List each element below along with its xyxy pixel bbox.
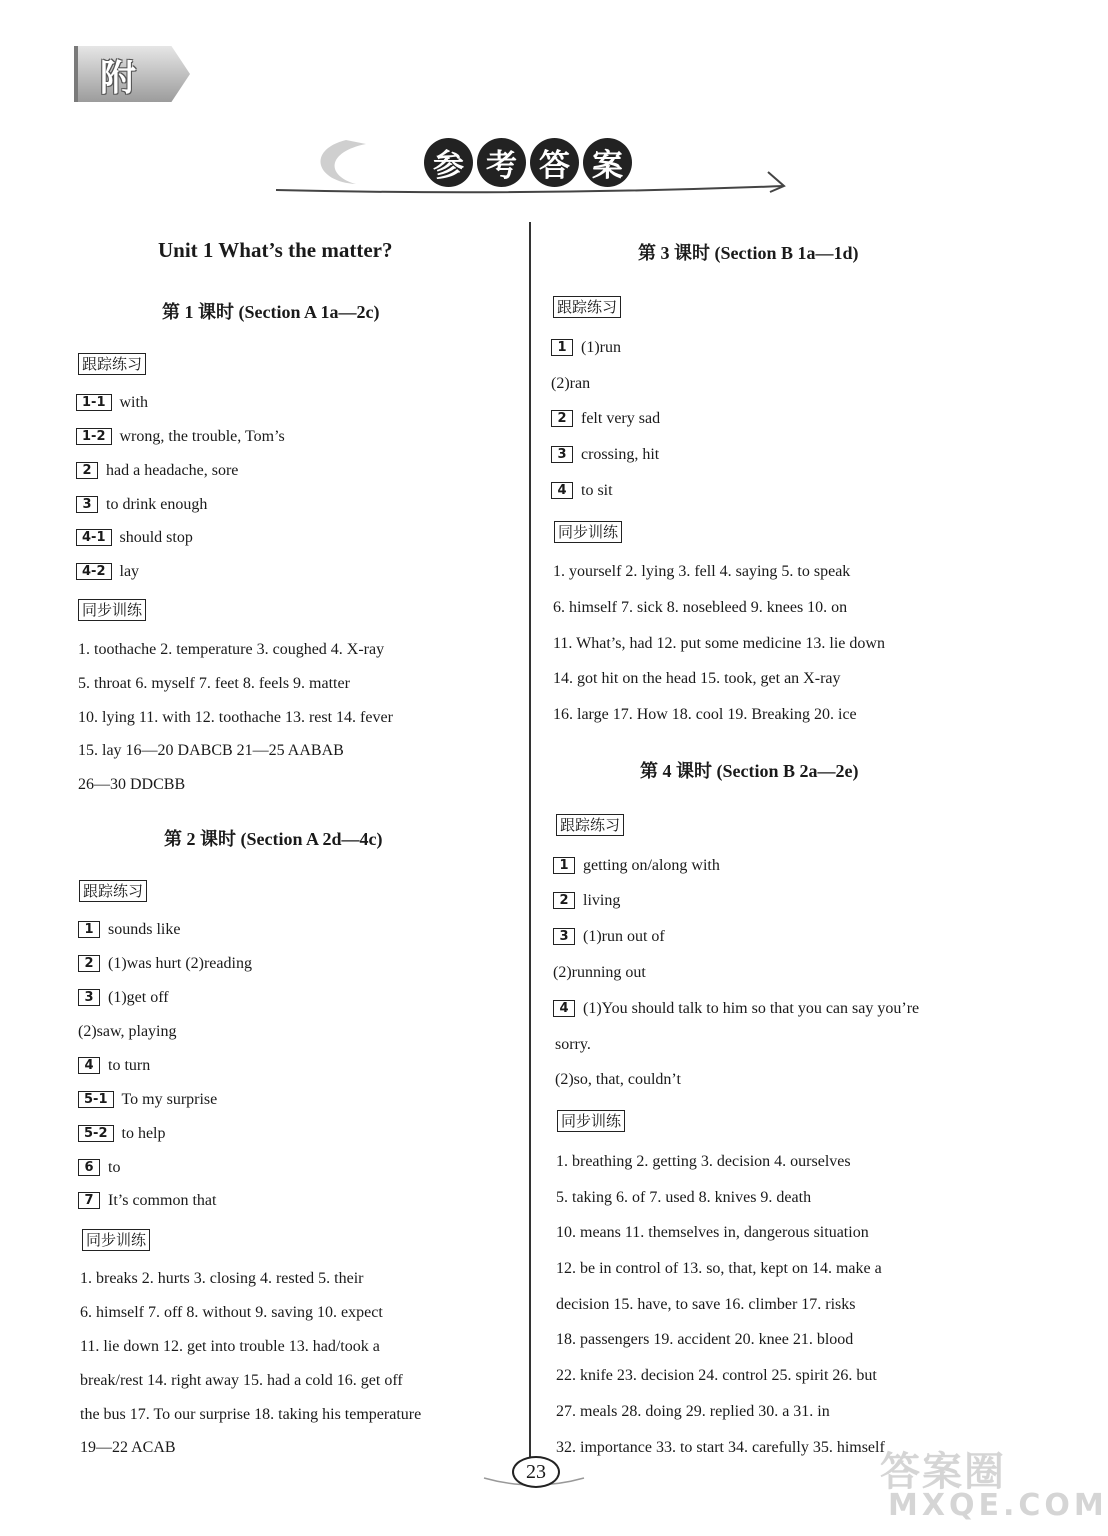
item-number-box: 1-2 (76, 428, 112, 445)
answer-line (553, 927, 665, 947)
answer-line (551, 338, 621, 358)
section-tag-practice: 跟踪练习 (553, 296, 621, 318)
answer-line: 12. be in control of 13. so, that, kept on 14. make a (556, 1260, 882, 1277)
answer-line: 11. What’s, had 12. put some medicine 13. lie down (553, 635, 885, 652)
answer-text: felt very sad (581, 410, 661, 427)
answer-line (76, 427, 285, 447)
answer-line: 5. taking 6. of 7. used 8. knives 9. death (556, 1189, 812, 1206)
answer-line (76, 495, 207, 515)
section-tag-practice: 跟踪练习 (78, 353, 146, 375)
answer-line: 18. passengers 19. accident 20. knee 21. blood (556, 1331, 854, 1348)
answer-text: wrong, the trouble, Tom’s (119, 428, 285, 445)
unit-heading: Unit 1 What’s the matter? (158, 238, 393, 262)
answer-text: It’s common that (108, 1192, 217, 1209)
lesson-heading: 第 3 课时 (Section B 1a—1d) (638, 243, 859, 263)
corner-tab-label: 附 (100, 57, 137, 99)
section-tag-practice: 跟踪练习 (79, 880, 147, 902)
answer-line: 16. large 17. How 18. cool 19. Breaking 20. ice (553, 706, 857, 723)
item-number-box: 2 (76, 462, 98, 479)
section-tag-training: 同步训练 (82, 1229, 150, 1251)
answer-line: 22. knife 23. decision 24. control 25. spirit 26. but (556, 1367, 877, 1384)
section-tag-training: 同步训练 (554, 521, 622, 543)
section-tag-training: 同步训练 (78, 599, 146, 621)
answer-line: 5. throat 6. myself 7. feet 8. feels 9. matter (78, 675, 350, 692)
item-number-box: 5-2 (78, 1125, 114, 1142)
item-number-box: 5-1 (78, 1091, 114, 1108)
answer-text: (1)You should talk to him so that you can say you’re (583, 1000, 920, 1017)
answer-line: (2)ran (551, 375, 591, 392)
item-number-box: 4-2 (76, 563, 112, 580)
answer-line (78, 920, 180, 940)
answer-line: (2)saw, playing (78, 1023, 177, 1040)
watermark-bottom: MXQE.COM (888, 1488, 1108, 1523)
item-number-box: 7 (78, 1192, 100, 1209)
lesson-heading: 第 2 课时 (Section A 2d—4c) (164, 829, 383, 849)
answer-line (78, 1124, 166, 1144)
answer-text: to drink enough (106, 496, 208, 513)
title-char: 案 (583, 138, 632, 187)
answer-line: 1. breaks 2. hurts 3. closing 4. rested 5. their (80, 1270, 364, 1287)
item-number-box: 1 (553, 857, 575, 874)
answer-line: 10. means 11. themselves in, dangerous situation (556, 1224, 869, 1241)
answer-line (551, 409, 660, 429)
answer-text: living (583, 892, 621, 909)
lesson-heading: 第 4 课时 (Section B 2a—2e) (640, 761, 859, 781)
title-char: 参 (424, 138, 473, 187)
answer-line: 27. meals 28. doing 29. replied 30. a 31. in (556, 1403, 830, 1420)
item-number-box: 3 (78, 989, 100, 1006)
item-number-box: 3 (551, 446, 573, 463)
answer-text: sounds like (108, 921, 181, 938)
answer-text: with (119, 394, 148, 411)
answer-line (78, 954, 252, 974)
answer-text: to help (121, 1125, 166, 1142)
item-number-box: 1 (78, 921, 100, 938)
answer-text: should stop (119, 529, 193, 546)
answer-text: lay (119, 563, 140, 580)
title-char: 答 (530, 138, 579, 187)
item-number-box: 4 (553, 1000, 575, 1017)
lesson-heading: 第 1 课时 (Section A 1a—2c) (162, 302, 380, 322)
answer-line: 6. himself 7. off 8. without 9. saving 10. expect (80, 1304, 383, 1321)
answer-line: 15. lay 16—20 DABCB 21—25 AABAB (78, 742, 344, 759)
item-number-box: 1-1 (76, 394, 112, 411)
item-number-box: 3 (76, 496, 98, 513)
page-title (424, 138, 632, 187)
item-number-box: 3 (553, 928, 575, 945)
section-tag-training: 同步训练 (557, 1110, 625, 1132)
section-tag-practice: 跟踪练习 (556, 814, 624, 836)
answer-line: 1. toothache 2. temperature 3. coughed 4. X-ray (78, 641, 385, 658)
page-number: 23 (512, 1456, 560, 1488)
answer-line: sorry. (555, 1036, 591, 1053)
answer-line (78, 1191, 216, 1211)
column-divider (529, 222, 531, 1460)
answer-text: (1)get off (108, 989, 169, 1006)
answer-line: 11. lie down 12. get into trouble 13. had/took a (80, 1338, 380, 1355)
answer-text: to sit (581, 482, 613, 499)
answer-line: 32. importance 33. to start 34. carefully 35. himself (556, 1439, 885, 1456)
answer-line (553, 999, 919, 1019)
answer-line: 14. got hit on the head 15. took, get an X-ray (553, 670, 841, 687)
answer-line (551, 481, 613, 501)
answer-line (76, 562, 139, 582)
answer-text: to (108, 1159, 121, 1176)
answer-line: 1. yourself 2. lying 3. fell 4. saying 5. to speak (553, 563, 851, 580)
answer-line (78, 1158, 120, 1178)
answer-line (551, 445, 659, 465)
answer-text: getting on/along with (583, 857, 720, 874)
answer-line: the bus 17. To our surprise 18. taking his temperature (80, 1406, 422, 1423)
answer-line (76, 393, 148, 413)
answer-line: decision 15. have, to save 16. climber 17. risks (556, 1296, 856, 1313)
answer-text: (1)run out of (583, 928, 665, 945)
answer-line: 6. himself 7. sick 8. nosebleed 9. knees 10. on (553, 599, 848, 616)
answer-line (78, 988, 169, 1008)
answer-text: (1)was hurt (2)reading (108, 955, 252, 972)
watermark (870, 1440, 1108, 1532)
answer-line (76, 461, 238, 481)
item-number-box: 4 (551, 482, 573, 499)
answer-text: (1)run (581, 339, 621, 356)
item-number-box: 4 (78, 1057, 100, 1074)
item-number-box: 6 (78, 1159, 100, 1176)
item-number-box: 1 (551, 339, 573, 356)
title-char: 考 (477, 138, 526, 187)
answer-line: 1. breathing 2. getting 3. decision 4. ourselves (556, 1153, 851, 1170)
item-number-box: 4-1 (76, 529, 112, 546)
answer-line: 10. lying 11. with 12. toothache 13. rest 14. fever (78, 709, 393, 726)
page-number-badge (484, 1454, 584, 1490)
answer-line (78, 1056, 150, 1076)
answer-line: (2)so, that, couldn’t (555, 1071, 681, 1088)
item-number-box: 2 (551, 410, 573, 427)
answer-text: had a headache, sore (106, 462, 239, 479)
answer-line: (2)running out (553, 964, 646, 981)
answer-line (78, 1090, 217, 1110)
answer-line: break/rest 14. right away 15. had a cold 16. get off (80, 1372, 403, 1389)
answer-line: 26—30 DDCBB (78, 776, 186, 793)
answer-line (76, 528, 193, 548)
answer-text: crossing, hit (581, 446, 660, 463)
watermark-top: 答案圈 (880, 1449, 1006, 1495)
item-number-box: 2 (553, 892, 575, 909)
answer-text: To my surprise (121, 1091, 218, 1108)
answer-text: to turn (108, 1057, 151, 1074)
answer-line: 19—22 ACAB (80, 1439, 176, 1456)
answer-line (553, 856, 720, 876)
item-number-box: 2 (78, 955, 100, 972)
answer-line (553, 891, 620, 911)
